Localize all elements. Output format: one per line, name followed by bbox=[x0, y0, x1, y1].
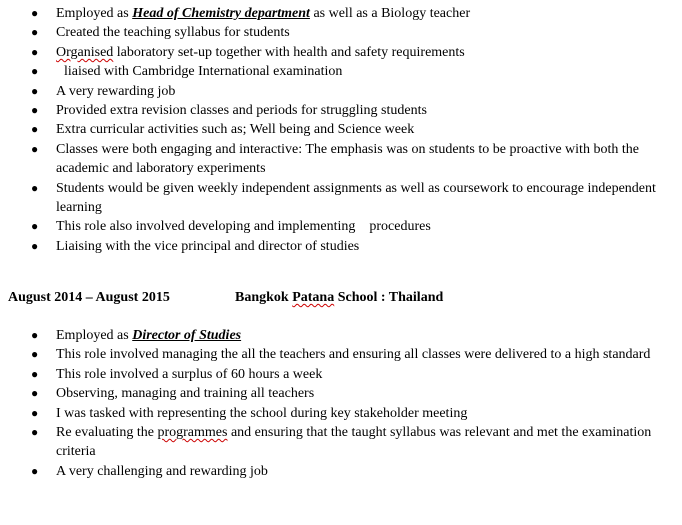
bullet-icon: ● bbox=[31, 6, 39, 20]
bullet-icon: ● bbox=[31, 386, 39, 401]
responsibilities-list-director bbox=[0, 326, 656, 481]
bullet-icon: ● bbox=[31, 64, 39, 79]
responsibilities-list-chemistry bbox=[0, 4, 656, 256]
list-item: ● This role involved managing the all the teachers and ensuring all classes were delivered to a high standard bbox=[0, 345, 656, 364]
list-item: ● This role also involved developing and implementing procedures bbox=[0, 217, 656, 236]
bullet-icon: ● bbox=[31, 425, 39, 440]
bullet-icon: ● bbox=[31, 44, 39, 59]
bullet-icon: ● bbox=[31, 180, 39, 195]
list-item: ● Observing, managing and training all teachers bbox=[0, 384, 656, 403]
spellcheck-flagged-word: Organised bbox=[56, 44, 114, 60]
bullet-icon: ● bbox=[31, 366, 39, 381]
bullet-icon: ● bbox=[31, 25, 39, 40]
bullet-icon: ● bbox=[31, 347, 39, 362]
bullet-icon: ● bbox=[31, 219, 39, 234]
list-item: ● I was tasked with representing the school during key stakeholder meeting bbox=[0, 404, 656, 423]
list-item: ● This role involved a surplus of 60 hours a week bbox=[0, 365, 656, 384]
spellcheck-flagged-word: Patana bbox=[292, 290, 335, 305]
bullet-icon: ● bbox=[31, 122, 39, 137]
bullet-icon: ● bbox=[31, 103, 39, 118]
list-item: ● Liaising with the vice principal and director of studies bbox=[0, 237, 656, 256]
list-item: ● A very challenging and rewarding job bbox=[0, 462, 656, 481]
spellcheck-flagged-word: programmes bbox=[157, 425, 228, 441]
bullet-icon: ● bbox=[31, 83, 39, 98]
job-title: Head of Chemistry department bbox=[132, 6, 310, 21]
list-item: ● Organised laboratory set-up together with health and safety requirements bbox=[0, 43, 656, 62]
bullet-icon: ● bbox=[31, 238, 39, 253]
employment-heading bbox=[8, 288, 444, 307]
list-item: ● Employed as Director of Studies bbox=[0, 326, 656, 345]
bullet-icon: ● bbox=[31, 405, 39, 420]
list-item: ● Created the teaching syllabus for students bbox=[0, 23, 656, 42]
bullet-icon: ● bbox=[31, 141, 39, 156]
list-item: ● Classes were both engaging and interactive: The emphasis was on students to be proactive with both the academic and laboratory experiments bbox=[31, 141, 639, 177]
list-item: ● Students would be given weekly independent assignments as well as coursework to encourage independent learning bbox=[31, 180, 656, 216]
list-item: ● Re evaluating the programmes and ensuring that the taught syllabus was relevant and met the examination criteria bbox=[31, 425, 652, 460]
job-title: Director of Studies bbox=[132, 328, 242, 343]
list-item: ● liaised with Cambridge International examination bbox=[0, 62, 656, 81]
school-name: Bangkok Patana School : Thailand bbox=[235, 290, 444, 305]
employment-dates: August 2014 – August 2015 bbox=[8, 290, 170, 305]
list-item: ● Employed as Head of Chemistry department as well as a Biology teacher bbox=[0, 4, 656, 23]
bullet-icon: ● bbox=[31, 463, 39, 478]
bullet-icon: ● bbox=[31, 328, 39, 342]
list-item: ● A very rewarding job bbox=[0, 82, 656, 101]
list-item: ● Extra curricular activities such as; Well being and Science week bbox=[0, 120, 656, 139]
list-item: ● Provided extra revision classes and periods for struggling students bbox=[0, 101, 656, 120]
